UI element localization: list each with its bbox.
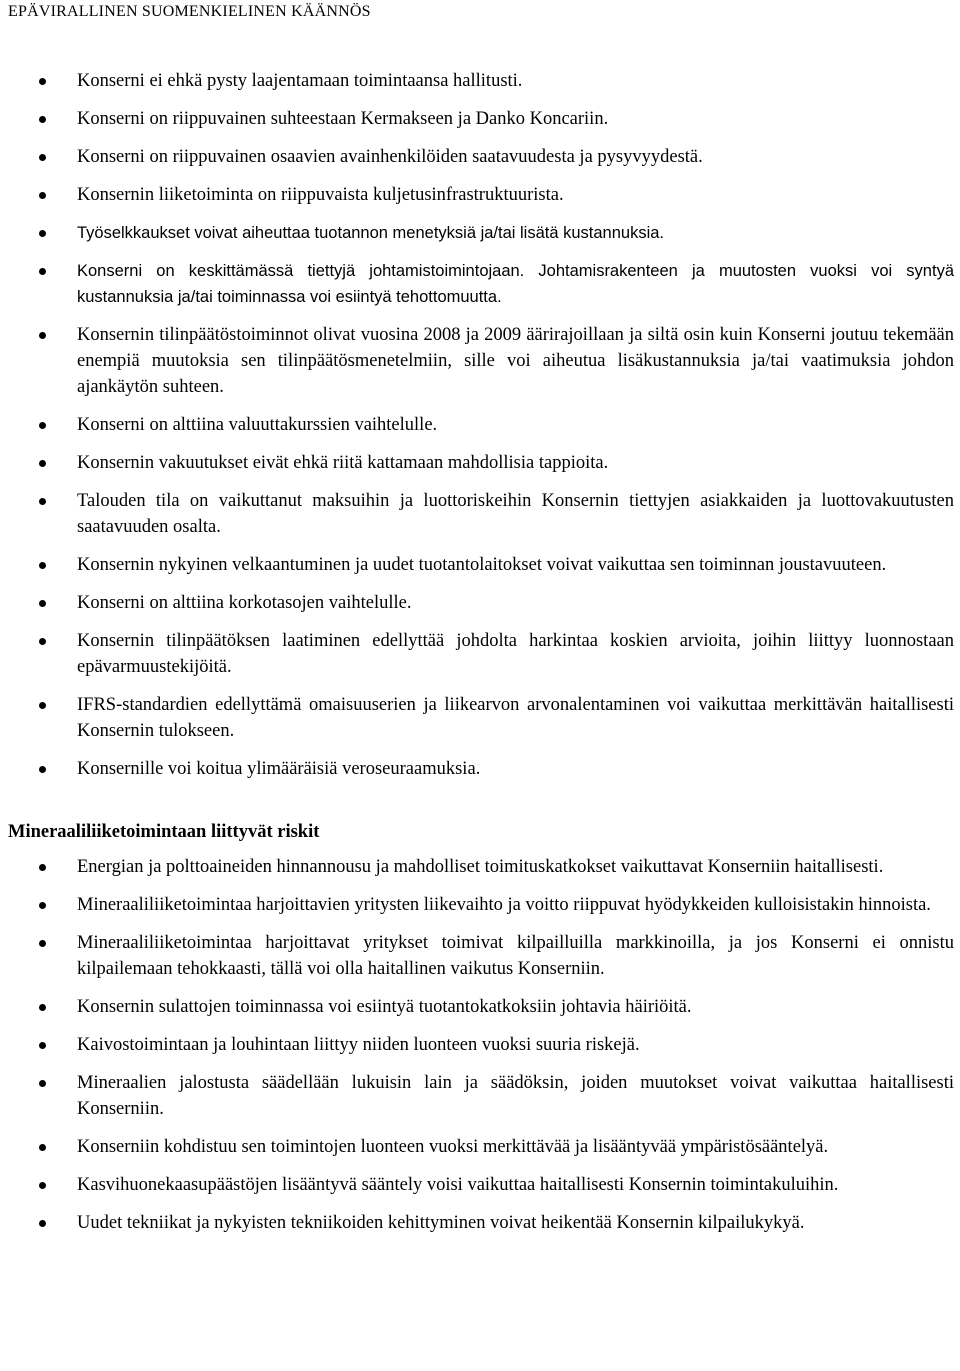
list-item-text: Konserni on riippuvainen osaavien avainhenkilöiden saatavuudesta ja pysyvyydestä. <box>77 147 703 167</box>
list-item <box>0 1134 960 1160</box>
list-item <box>0 1070 960 1122</box>
list-item-text: Energian ja polttoaineiden hinnannousu ja mahdolliset toimituskatkokset vaikuttavat Konserniin haitallisesti. <box>77 857 884 877</box>
list-item <box>0 412 960 438</box>
list-item <box>0 1032 960 1058</box>
list-item <box>0 994 960 1020</box>
bullet-icon <box>39 192 46 199</box>
list-item <box>0 68 960 94</box>
list-item <box>0 220 960 246</box>
bullet-icon <box>39 78 46 85</box>
bullet-icon <box>39 600 46 607</box>
bullet-icon <box>39 332 46 339</box>
bullet-icon <box>39 702 46 709</box>
list-item-text: Mineraaliliiketoimintaa harjoittavat yritykset toimivat kilpailluilla markkinoilla, ja jos Konserni ei onnistu kilpailemaan tehokkaasti, tällä voi olla haitallinen vaikutus Konserniin. <box>77 933 954 979</box>
bullet-icon <box>39 498 46 505</box>
list-item-text: Konserni on alttiina korkotasojen vaihtelulle. <box>77 593 412 613</box>
section-heading: Mineraaliliiketoimintaan liittyvät riskit <box>8 822 320 842</box>
bullet-icon <box>39 268 46 275</box>
document-header: EPÄVIRALLINEN SUOMENKIELINEN KÄÄNNÖS <box>8 3 371 20</box>
bullet-icon <box>39 1182 46 1189</box>
list-item-text: Konserni ei ehkä pysty laajentamaan toimintaansa hallitusti. <box>77 71 523 91</box>
list-item <box>0 488 960 540</box>
list-item-text: Kaivostoimintaan ja louhintaan liittyy niiden luonteen vuoksi suuria riskejä. <box>77 1035 640 1055</box>
list-item <box>0 322 960 400</box>
bullet-icon <box>39 116 46 123</box>
bullet-icon <box>39 460 46 467</box>
bullet-icon <box>39 940 46 947</box>
risk-list-mineral <box>0 854 960 1248</box>
bullet-icon <box>39 1042 46 1049</box>
list-item-text: Konsernin tilinpäätöstoiminnot olivat vuosina 2008 ja 2009 äärirajoillaan ja siltä osin kuin Konserni joutuu tekemään enempiä muutoksia sen tilinpäätösmenetelmiin, sille voi aiheutua lisäkustannuksia ja/tai vaatimuksia johdon ajankäytön suhteen. <box>77 325 954 397</box>
list-item-text: Konserniin kohdistuu sen toimintojen luonteen vuoksi merkittävää ja lisääntyvää ympäristösääntelyä. <box>77 1137 829 1157</box>
list-item-text: Konserni on keskittämässä tiettyjä johtamistoimintojaan. Johtamisrakenteen ja muutosten vuoksi voi syntyä kustannuksia ja/tai toiminnassa voi esiintyä tehottomuutta. <box>77 262 954 306</box>
list-item <box>0 552 960 578</box>
list-item-text: Konsernin nykyinen velkaantuminen ja uudet tuotantolaitokset voivat vaikuttaa sen toiminnan joustavuuteen. <box>77 555 887 575</box>
bullet-icon <box>39 638 46 645</box>
list-item <box>0 1210 960 1236</box>
bullet-icon <box>39 154 46 161</box>
list-item <box>0 930 960 982</box>
list-item-text: Konserni on riippuvainen suhteestaan Kermakseen ja Danko Koncariin. <box>77 109 609 129</box>
list-item-text: Uudet tekniikat ja nykyisten tekniikoiden kehittyminen voivat heikentää Konsernin kilpailukykyä. <box>77 1213 805 1233</box>
list-item <box>0 756 960 782</box>
list-item <box>0 258 960 310</box>
list-item-text: Konsernille voi koitua ylimääräisiä veroseuraamuksia. <box>77 759 481 779</box>
list-item <box>0 106 960 132</box>
risk-list-general <box>0 68 960 794</box>
bullet-icon <box>39 1220 46 1227</box>
bullet-icon <box>39 1004 46 1011</box>
list-item <box>0 854 960 880</box>
list-item <box>0 692 960 744</box>
bullet-icon <box>39 864 46 871</box>
bullet-icon <box>39 1144 46 1151</box>
list-item <box>0 590 960 616</box>
bullet-icon <box>39 766 46 773</box>
list-item <box>0 892 960 918</box>
list-item-text: Konsernin vakuutukset eivät ehkä riitä kattamaan mahdollisia tappioita. <box>77 453 609 473</box>
list-item-text: Mineraalien jalostusta säädellään lukuisin lain ja säädöksin, joiden muutokset voivat vaikuttaa haitallisesti Konserniin. <box>77 1073 954 1119</box>
list-item-text: Kasvihuonekaasupäästöjen lisääntyvä sääntely voisi vaikuttaa haitallisesti Konsernin toimintakuluihin. <box>77 1175 839 1195</box>
bullet-icon <box>39 1080 46 1087</box>
list-item <box>0 1172 960 1198</box>
list-item-text: Työselkkaukset voivat aiheuttaa tuotannon menetyksiä ja/tai lisätä kustannuksia. <box>77 224 665 242</box>
list-item-text: Konsernin liiketoiminta on riippuvaista kuljetusinfrastruktuurista. <box>77 185 564 205</box>
list-item-text: Mineraaliliiketoimintaa harjoittavien yritysten liikevaihto ja voitto riippuvat hyödykkeiden kulloisistakin hinnoista. <box>77 895 931 915</box>
bullet-icon <box>39 562 46 569</box>
list-item-text: IFRS-standardien edellyttämä omaisuuserien ja liikearvon arvonalentaminen voi vaikuttaa merkittävän haitallisesti Konsernin tulokseen. <box>77 695 954 741</box>
list-item-text: Konserni on alttiina valuuttakurssien vaihtelulle. <box>77 415 438 435</box>
list-item-text: Konsernin tilinpäätöksen laatiminen edellyttää johdolta harkintaa koskien arvioita, joihin liittyy luonnostaan epävarmuustekijöitä. <box>77 631 954 677</box>
list-item-text: Konsernin sulattojen toiminnassa voi esiintyä tuotantokatkoksiin johtavia häiriöitä. <box>77 997 692 1017</box>
bullet-icon <box>39 902 46 909</box>
list-item <box>0 144 960 170</box>
list-item <box>0 182 960 208</box>
list-item-text: Talouden tila on vaikuttanut maksuihin ja luottoriskeihin Konsernin tiettyjen asiakkaiden ja luottovakuutusten saatavuuden osalta. <box>77 491 954 537</box>
bullet-icon <box>39 422 46 429</box>
bullet-icon <box>39 230 46 237</box>
list-item <box>0 450 960 476</box>
list-item <box>0 628 960 680</box>
